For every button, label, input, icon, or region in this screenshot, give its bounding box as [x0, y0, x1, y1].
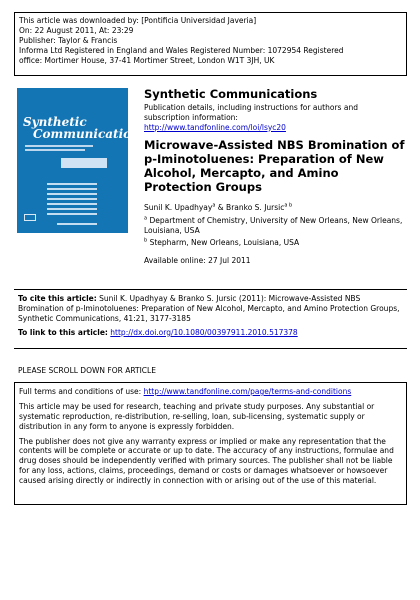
cover-logo-line: Synthetic	[23, 115, 87, 129]
affiliation-mark: a	[144, 215, 148, 222]
cover-volume-line	[57, 223, 97, 225]
cite-label: To cite this article:	[18, 294, 97, 303]
available-online: Available online: 27 Jul 2011	[144, 256, 251, 265]
author-separator: &	[215, 203, 227, 212]
cover-decoration	[25, 145, 93, 147]
terms-prefix: Full terms and conditions of use:	[19, 387, 144, 396]
cover-decoration	[25, 149, 85, 151]
download-notice-line: Publisher: Taylor & Francis	[19, 35, 118, 45]
affiliation-mark: b	[144, 237, 148, 244]
article-link	[18, 328, 403, 338]
download-notice-line: Informa Ltd Registered in England and Wales Registered Number: 1072954 Registered	[19, 45, 344, 55]
publication-details	[144, 103, 406, 133]
cover-editor-lines	[47, 183, 97, 218]
author-affiliation-mark: a b	[284, 202, 293, 209]
authors	[144, 203, 406, 213]
publisher-logo-icon	[24, 214, 36, 221]
journal-cover-image	[17, 88, 147, 233]
affiliation-text: Department of Chemistry, University of New Orleans, New Orleans, Louisiana, USA	[144, 216, 403, 235]
cover-logo	[23, 116, 147, 140]
scroll-notice: PLEASE SCROLL DOWN FOR ARTICLE	[18, 366, 156, 375]
author-affiliation-mark: a	[212, 202, 216, 209]
affiliation-a	[144, 216, 406, 236]
download-notice-line: This article was downloaded by: [Pontificia Universidad Javeria]	[19, 16, 257, 25]
download-notice-line: On: 22 August 2011, At: 23:29	[19, 25, 134, 35]
citation	[18, 294, 403, 324]
citation-box	[14, 289, 407, 349]
author-name: Sunil K. Upadhyay	[144, 203, 213, 212]
cover-editor-box	[61, 158, 107, 168]
terms-link[interactable]: http://www.tandfonline.com/page/terms-and-conditions	[143, 387, 352, 396]
terms-box	[14, 382, 407, 505]
journal-title: Synthetic Communications	[144, 87, 318, 101]
download-notice-line: office: Mortimer House, 37-41 Mortimer Street, London W1T 3JH, UK	[19, 55, 275, 65]
terms-line	[19, 387, 402, 397]
doi-link[interactable]: http://dx.doi.org/10.1080/00397911.2010.517378	[110, 327, 298, 337]
affiliation-b	[144, 238, 406, 248]
terms-paragraph: This article may be used for research, teaching and private study purposes. Any substantial or systematic reproduction, re-distribution, re-selling, loan, sub-licensing, systematic supply or distribution in any form to anyone is expressly forbidden.	[19, 401, 375, 431]
download-notice-box	[14, 12, 407, 76]
affiliation-text: Stepharm, New Orleans, Louisiana, USA	[149, 238, 300, 247]
article-title: Microwave-Assisted NBS Bromination of p-Iminotoluenes: Preparation of New Alcohol, Mercapto, and Amino Protection Groups	[144, 138, 405, 195]
terms-paragraph: The publisher does not give any warranty express or implied or make any representation that the contents will be complete or accurate or up to date. The accuracy of any instructions, formulae and drug doses should be independently verified with primary sources. The publisher shall not be liable for any loss, actions, claims, proceedings, demand or costs or damages whatsoever or howsoever caused arising directly or indirectly in connection with or arising out of the use of this material.	[19, 436, 394, 486]
cover-logo-line: Communications	[33, 127, 147, 141]
publication-details-line: Publication details, including instructions for authors and	[144, 103, 358, 112]
link-label: To link to this article:	[18, 327, 108, 337]
cite-text: Sunil K. Upadhyay & Branko S. Jursic (2011): Microwave-Assisted NBS Bromination of p-Iminotoluenes: Preparation of New Alcohol, Mercapto, and Amino Protection Groups, Synthetic Communications, 41:21, 3177-3185	[18, 294, 400, 323]
journal-link[interactable]: http://www.tandfonline.com/loi/lsyc20	[144, 122, 286, 132]
publication-details-line: subscription information:	[144, 112, 238, 122]
author-name: Branko S. Jursic	[226, 203, 285, 212]
